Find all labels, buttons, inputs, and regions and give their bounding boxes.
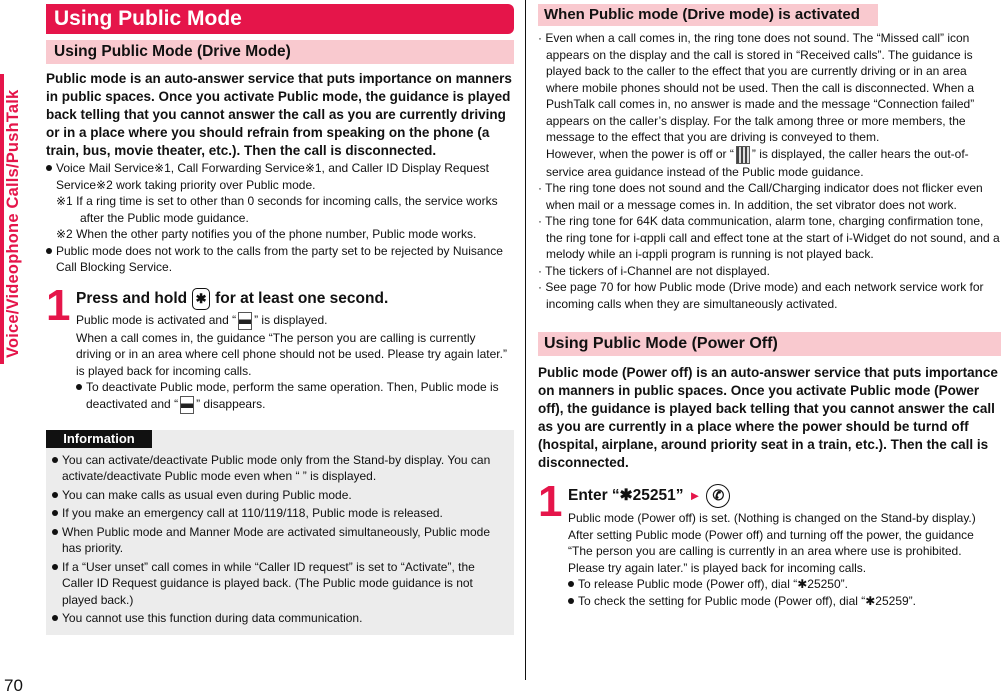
info-item: When Public mode and Manner Mode are activated simultaneously, Public mode has priority. xyxy=(52,524,508,557)
public-mode-icon xyxy=(180,396,194,414)
information-box xyxy=(46,430,514,635)
step-guidance-text: When a call comes in, the guidance “The person you are calling is currently driving or in an area where cell phone should not be used. Please try again later.” is played back for incoming calls. xyxy=(76,330,507,378)
out-of-service-icon xyxy=(736,146,750,164)
asterisk-key-icon: ✱ xyxy=(192,288,210,310)
detail-item: · The tickers of i-Channel are not displayed. xyxy=(538,263,770,278)
step-heading xyxy=(568,484,1001,508)
power-off-intro: Public mode (Power off) is an auto-answer service that puts importance on manners in public spaces. Once you activate Public mode (Power off), the guidance is played back telling that you cannot answer the call as you are currently in a place where the power should be turnd off (hospital, airplane, around priority seat in a train, etc.). Then the call is disconnected. xyxy=(538,365,998,470)
step-heading-before: Press and hold xyxy=(76,289,188,307)
information-list xyxy=(52,430,508,627)
arrow-right-icon: ► xyxy=(688,488,702,503)
release-bullet: To release Public mode (Power off), dial “✱25250”. xyxy=(568,576,1001,593)
step-result-after: ” is displayed. xyxy=(254,312,328,327)
info-item: You cannot use this function during data communication. xyxy=(52,610,508,627)
step-guidance-text: After setting Public mode (Power off) and turning off the power, the guidance “The person you are calling is currently in an area where use is prohibited. Please try again later.” is played back for incoming calls. xyxy=(568,527,974,575)
call-key-icon: ✆ xyxy=(706,484,730,508)
section-title-power-off: Using Public Mode (Power Off) xyxy=(538,332,1001,356)
detail-text: The ring tone does not sound and the Call/Charging indicator does not flicker even when mail or a message comes in. In addition, the set vibrator does not work. xyxy=(545,181,983,212)
step-result: Public mode (Power off) is set. (Nothing is changed on the Stand-by display.) xyxy=(568,511,976,525)
detail-text: ” is displayed, the caller hears the out-of-service area guidance instead of the Public mode guidance. xyxy=(546,146,969,179)
page-number: 70 xyxy=(4,676,23,695)
right-column xyxy=(538,4,1001,609)
detail-text: However, when the power is off or “ xyxy=(546,146,734,161)
note-1: ※1 If a ring time is set to other than 0 seconds for incoming calls, the service works after the Public mode guidance. xyxy=(56,194,498,225)
info-item: You can activate/deactivate Public mode only from the Stand-by display. You can activate/deactivate Public mode even when “ ” is displayed. xyxy=(52,452,508,485)
step-heading-text: Enter “✱25251” xyxy=(568,487,684,504)
drive-mode-activated-heading: When Public mode (Drive mode) is activated xyxy=(538,4,878,26)
info-item: If you make an emergency call at 110/119/118, Public mode is released. xyxy=(52,505,508,522)
section-side-label: Voice/Videophone Calls/PushTalk xyxy=(4,89,22,358)
left-column xyxy=(46,4,514,635)
step-heading xyxy=(76,288,514,310)
detail-text: The tickers of i-Channel are not displayed. xyxy=(545,263,770,278)
section-title-drive-mode: Using Public Mode (Drive Mode) xyxy=(46,40,514,64)
note-2: ※2 When the other party notifies you of the phone number, Public mode works. xyxy=(56,227,477,241)
bullet-priority-services: Voice Mail Service※1, Call Forwarding Service※1, and Caller ID Display Request Service※2 work taking priority over Public mode. xyxy=(46,160,514,193)
detail-item: · The ring tone for 64K data communication, alarm tone, charging confirmation tone, the ring tone for i-αppli call and effect tone at the start of i-Widget do not sound, and a melody while an i-αppli program is running is not played back. xyxy=(538,214,1000,261)
detail-item: · The ring tone does not sound and the Call/Charging indicator does not flicker even when mail or a message comes in. In addition, the set vibrator does not work. xyxy=(538,181,983,212)
detail-text: Even when a call comes in, the ring tone does not sound. The “Missed call” icon appears on the display and the call is stored in “Received calls”. The guidance is played back to the caller to the effect that you are currently driving or in an area where mobile phones should not be used. Then the call is disconnected. When a PushTalk call comes in, no answer is made and the message “Connection failed” appears on the caller’s display. For the talk among three or more members, the message to the effect that you are driving is conveyed to them. xyxy=(545,31,975,144)
step-number: 1 xyxy=(46,280,71,330)
drive-mode-details xyxy=(538,30,1001,312)
step-deactivate-bullet xyxy=(76,379,514,414)
page-title: Using Public Mode xyxy=(46,4,514,34)
step-number: 1 xyxy=(538,477,563,526)
step-heading-after: for at least one second. xyxy=(215,289,389,307)
step-result xyxy=(76,312,514,330)
drive-mode-intro: Public mode is an auto-answer service that puts importance on manners in public spaces. Once you activate Public mode, the guidance is played back telling that you cannot answer the call as you are currently driving or in a place where you should refrain from speaking on the phone (a train, bus, movie theater, etc.). Then the call is disconnected. xyxy=(46,71,512,158)
deactivate-after: ” disappears. xyxy=(196,396,266,411)
column-divider xyxy=(525,0,526,680)
detail-item-continued xyxy=(538,146,1001,181)
drive-mode-step-1 xyxy=(46,280,514,414)
deactivate-before: To deactivate Public mode, perform the same operation. Then, Public mode is deactivated and “ xyxy=(86,380,499,411)
detail-item: · Even when a call comes in, the ring tone does not sound. The “Missed call” icon appears on the display and the call is stored in “Received calls”. The guidance is played back to the caller to the effect that you are currently driving or in an area where mobile phones should not be used. Then the call is disconnected. When a PushTalk call comes in, no answer is made and the message “Connection failed” appears on the caller’s display. For the talk among three or more members, the message to the effect that you are driving is conveyed to them. xyxy=(538,31,975,144)
detail-text: The ring tone for 64K data communication, alarm tone, charging confirmation tone, the ring tone for i-αppli call and effect tone at the start of i-Widget do not sound, and a melody while an i-αppli program is running is not played back. xyxy=(545,214,1000,261)
power-off-step-1 xyxy=(538,477,1001,609)
check-setting-bullet: To check the setting for Public mode (Power off), dial “✱25259”. xyxy=(568,593,1001,610)
info-item: You can make calls as usual even during Public mode. xyxy=(52,487,508,504)
info-item: If a “User unset” call comes in while “Caller ID request” is set to “Activate”, the Caller ID Request guidance is played back. (The Public mode guidance is not played back.) xyxy=(52,559,508,609)
bullet-nuisance-call: Public mode does not work to the calls from the party set to be rejected by Nuisance Call Blocking Service. xyxy=(46,243,514,276)
information-label: Information xyxy=(46,430,152,448)
public-mode-icon xyxy=(238,312,252,330)
detail-item: · See page 70 for how Public mode (Drive mode) and each network service work for incoming calls when they are simultaneously activated. xyxy=(538,280,984,311)
detail-text: See page 70 for how Public mode (Drive mode) and each network service work for incoming calls when they are simultaneously activated. xyxy=(545,280,984,311)
step-result-before: Public mode is activated and “ xyxy=(76,312,237,327)
